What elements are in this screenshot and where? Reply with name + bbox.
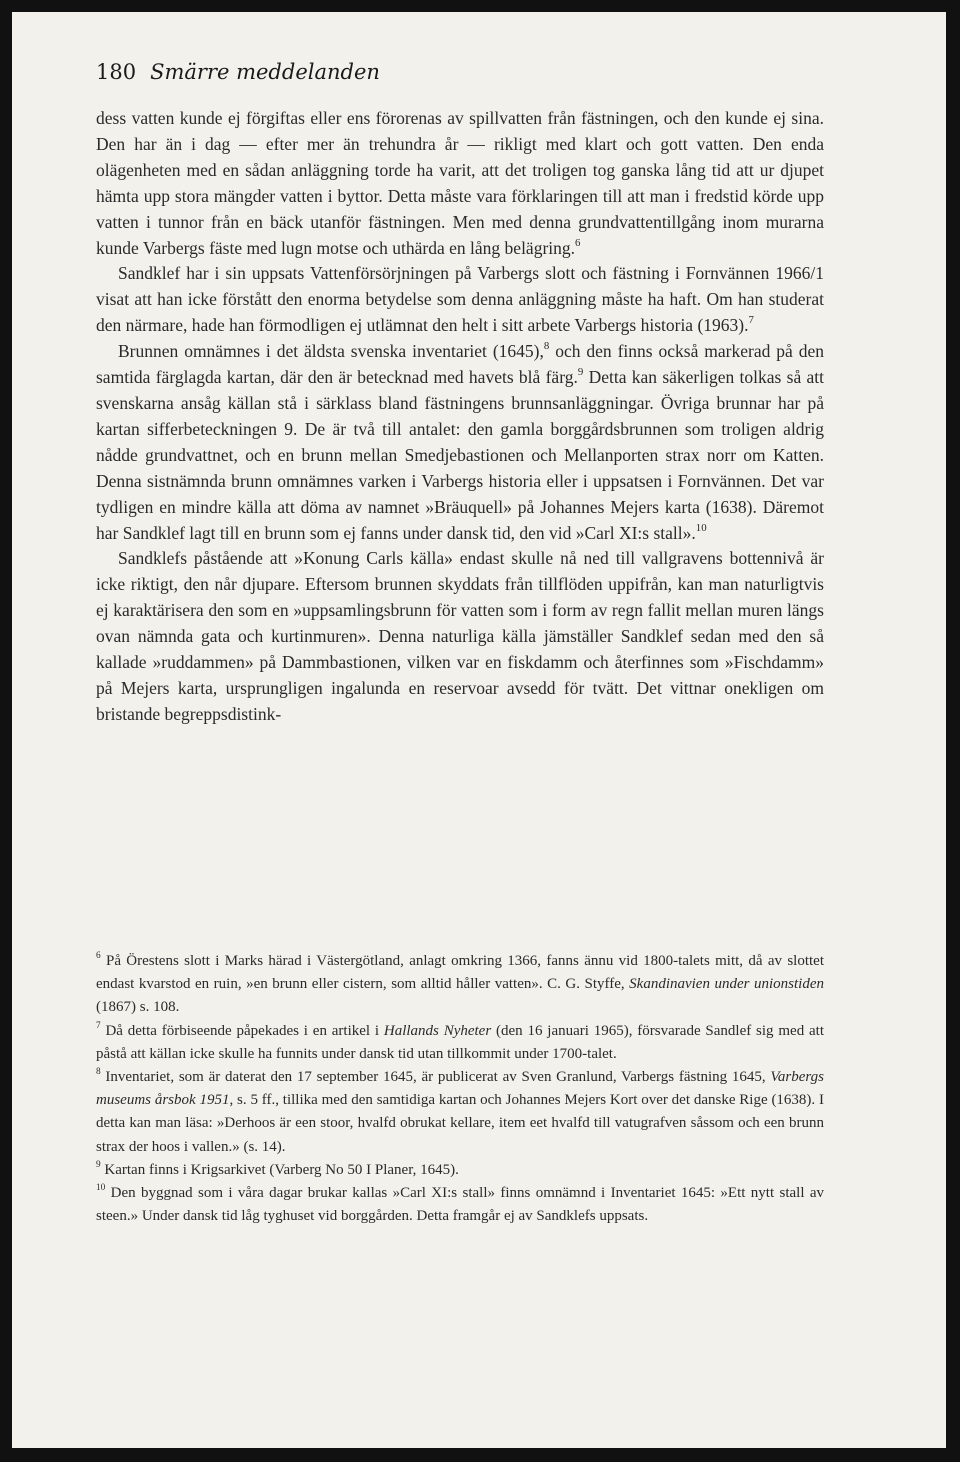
paragraph: Sandklef har i sin uppsats Vattenförsörjningen på Varbergs slott och fästning i Fornvännen 1966/1 visat att han icke förstått den enorma betydelse som denna anläggning måste ha haft. Om han studerat den närmare, hade han förmodligen ej utlämnat den helt i sitt arbete Varbergs historia (1963).$^7$ xyxy=(96,263,824,336)
footnote-ref: 6 xyxy=(575,236,581,249)
section-title: Smärre meddelanden xyxy=(150,60,380,84)
footnote-marker: 8 xyxy=(96,1067,101,1078)
footnote: $^8$ Inventariet, som är daterat den 17 september 1645, är publicerat av Sven Granlund, Varbergs fästning 1645, Varbergs museums årsbok 1951, s. 5 ff., tillika med den samtidiga kartan och Johannes Mejers Kort over det danske Rige (1638). I detta kan man läsa: »Derhoos är een stoor, hvalfd obrukat kellare, item eet hvalfd till vatugrafven såssom och een brunn strax der hoos i vallen.» (s. 14). xyxy=(96,1067,824,1155)
footnote-ref: 9 xyxy=(577,366,584,379)
footnote-ref: 7 xyxy=(748,314,754,327)
footnote-ref: 8 xyxy=(543,340,550,353)
footnote: $^9$ Kartan finns i Krigsarkivet (Varberg No 50 I Planer, 1645). xyxy=(96,1159,459,1178)
running-header xyxy=(96,58,836,86)
footnote: $^6$ På Örestens slott i Marks härad i Västergötland, anlagt omkring 1366, fanns ännu vid 1800-talets mitt, då av slottet endast kvarstod en ruin, »en brunn eller cistern, som alltid håller vatten». C. G. Styffe, Skandinavien under unionstiden (1867) s. 108. xyxy=(96,951,824,1016)
paragraph: Brunnen omnämnes i det äldsta svenska inventariet (1645),$^8$ och den finns också markerad på den samtida färglagda kartan, där den är betecknad med havets blå färg.$^9$ Detta kan säkerligen tolkas så att svenskarna ansåg källan stå i särklass bland fästningens brunnsanläggningar. Övriga brunnar har på kartan sifferbeteckningen 9. De är två till antalet: den gamla borggårdsbrunnen som troligen aldrig nådde grundvattnet, och en brunn mellan Smedjebastionen och Mellanporten strax norr om Katten. Denna sistnämnda brunn omnämnes varken i Varbergs historia eller i uppsatsen i Fornvännen. Det var tydligen en mindre källa att döma av namnet »Bräuquell» på Johannes Mejers karta (1638). Däremot har Sandklef lagt till en brunn som ej fanns under dansk tid, den vid »Carl XI:s stall».$^{10}$ xyxy=(96,340,824,543)
footnote-marker: 6 xyxy=(96,951,101,962)
footnote-ref: 10 xyxy=(695,521,707,534)
footnote-marker: 10 xyxy=(96,1183,106,1194)
main-text xyxy=(96,106,824,728)
paragraph: Sandklefs påstående att »Konung Carls källa» endast skulle nå ned till vallgravens bottennivå är icke riktigt, den når djupare. Eftersom brunnen skyddats från tillflöden uppifrån, kan man naturligtvis ej karaktärisera den som en »uppsamlingsbrunn för vatten som i form av regn fallit mellan muren längs ovan nämnda gata och kurtinmuren». Denna naturliga källa jämställer Sandklef sedan med den så kallade »ruddammen» på Dammbastionen, vilken var en fiskdamm och återfinnes som »Fischdamm» på Mejers karta, ursprungligen ingalunda en reservoar avsedd för tvätt. Det vittnar onekligen om bristande begreppsdistink- xyxy=(96,548,824,724)
footnote-marker: 7 xyxy=(96,1020,101,1031)
footnotes xyxy=(96,950,824,1228)
footnote-marker: 9 xyxy=(96,1159,101,1170)
book-page xyxy=(12,12,946,1448)
page-number: 180 xyxy=(96,60,137,84)
footnote: $^{10}$ Den byggnad som i våra dagar brukar kallas »Carl XI:s stall» finns omnämnd i Inventariet 1645: »Ett nytt stall av steen.» Under dansk tid låg tyghuset vid borggården. Detta framgår ej av Sandklefs uppsats. xyxy=(96,1183,824,1225)
paragraph: dess vatten kunde ej förgiftas eller ens förorenas av spillvatten från fästningen, och den kunde ej sina. Den har än i dag — efter mer än trehundra år — rikligt med klart och gott vatten. Den enda olägenheten med en sådan anläggning torde ha varit, att det troligen tog ganska lång tid att ur djupet hämta upp stora mängder vatten i byttor. Detta måste vara förklaringen till att man i fredstid körde upp vatten i tunnor från en bäck utanför fästningen. Men med denna grundvattentillgång inom murarna kunde Varbergs fäste med lugn motse och uthärda en lång belägring.$^6$ xyxy=(96,108,824,258)
footnote: $^7$ Då detta förbiseende påpekades i en artikel i Hallands Nyheter (den 16 januari 1965), försvarade Sandlef sig med att påstå att källan icke skulle ha funnits under dansk tid utan tillkommit under 1700-talet. xyxy=(96,1020,824,1062)
